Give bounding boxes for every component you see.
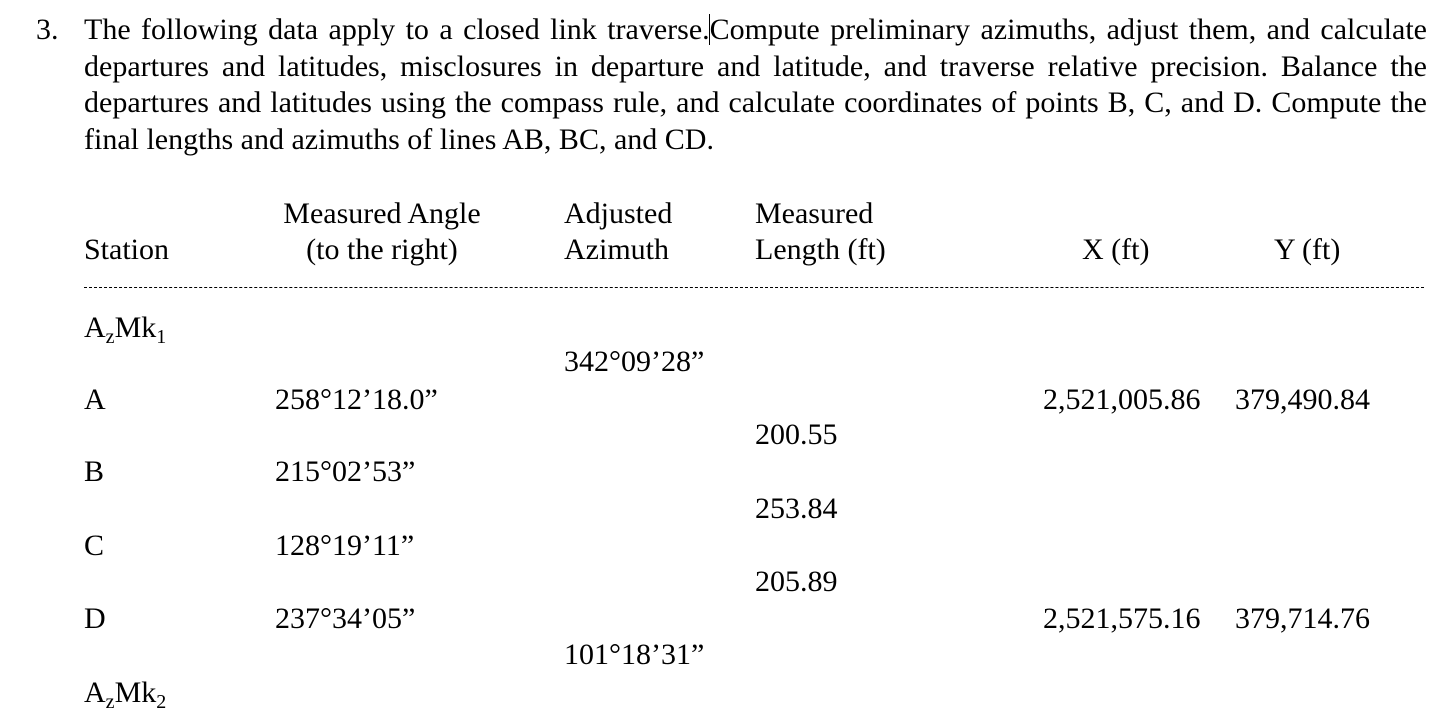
problem-text-part1: The following data apply to a closed link traverse. [84,13,710,46]
length-bc: 253.84 [755,492,838,525]
angle-c: 128°19’11” [275,529,415,562]
y-a: 379,490.84 [1235,383,1370,416]
header-divider [84,287,1424,288]
header-station: Station [84,233,170,266]
header-adjusted-azimuth-line2: Azimuth [564,233,669,266]
header-y: Y (ft) [1274,233,1341,266]
station-azmk2: $A_zMk_2$ [84,676,167,713]
header-x: X (ft) [1082,233,1150,266]
angle-d: 237°34’05” [275,602,416,635]
x-a: 2,521,005.86 [1043,383,1201,416]
problem-text[interactable] [84,12,1427,158]
angle-a: 258°12’18.0” [275,383,438,416]
station-b: B [84,455,105,488]
length-ab: 200.55 [755,418,838,451]
azimuth-end: 101°18’31” [564,638,705,671]
station-azmk1: $A_zMk_1$ [84,311,167,348]
station-c: C [84,529,105,562]
header-measured-length-line1: Measured [755,197,874,230]
angle-b: 215°02’53” [275,455,416,488]
header-measured-angle-line2: (to the right) [306,233,458,266]
length-cd: 205.89 [755,565,838,598]
header-measured-angle-line1: Measured Angle [283,197,481,230]
y-d: 379,714.76 [1235,602,1370,635]
station-a: A [84,383,106,416]
problem-text-part2: Compute preliminary azimuths, adjust them, and calculate departures and latitudes, misclosures in departure and latitude, and traverse relative precision. Balance the departures and latitudes using the compass rule, and calculate coordinates of points B, C, and D. Compute the final lengths and azimuths of lines AB, BC, and CD. [84,13,1427,156]
problem-number: 3. [36,13,59,46]
header-measured-length-line2: Length (ft) [755,233,886,266]
x-d: 2,521,575.16 [1043,602,1201,635]
header-adjusted-azimuth-line1: Adjusted [564,197,673,230]
azimuth-start: 342°09’28” [564,345,705,378]
station-d: D [84,602,106,635]
